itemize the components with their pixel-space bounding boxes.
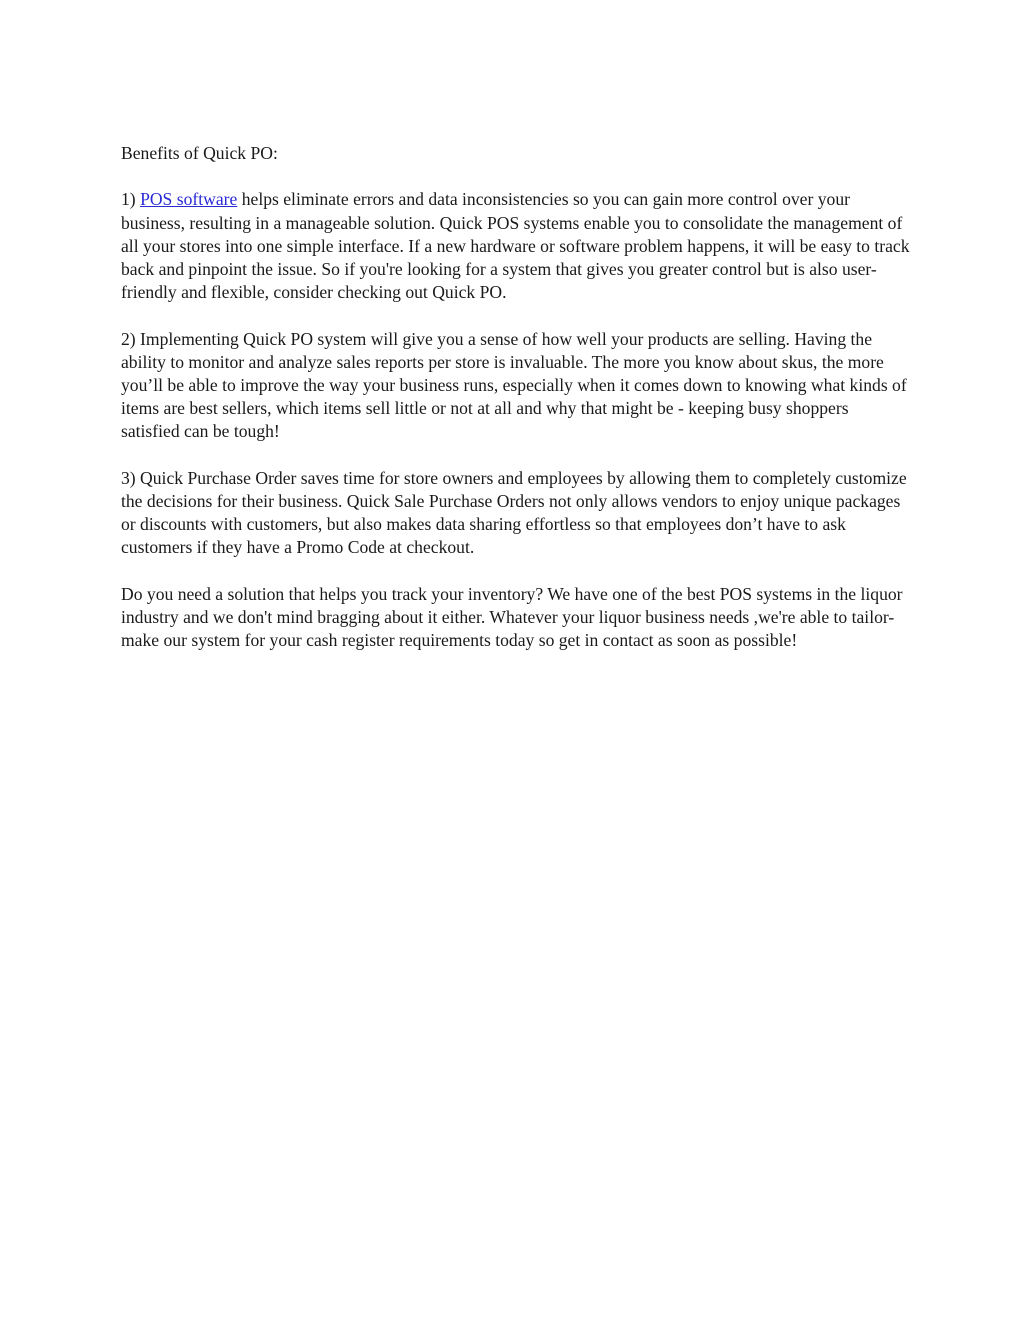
paragraph-1 — [121, 188, 911, 304]
paragraph-2: 2) Implementing Quick PO system will give you a sense of how well your products are selling. Having the ability to monitor and analyze sales reports per store is invaluable. The more you know about skus, the more you’ll be able to improve the way your business runs, especially when it comes down to knowing what kinds of items are best sellers, which items sell little or not at all and why that might be - keeping busy shoppers satisfied can be tough! — [121, 328, 907, 442]
document-body — [121, 142, 911, 676]
pos-software-link[interactable]: POS software — [140, 189, 238, 210]
document-title: Benefits of Quick PO: — [121, 143, 278, 163]
paragraph-3: 3) Quick Purchase Order saves time for store owners and employees by allowing them to completely customize the decisions for their business. Quick Sale Purchase Orders not only allows vendors to enjoy unique packages or discounts with customers, but also makes data sharing effortless so that employees don’t have to ask customers if they have a Promo Code at checkout. — [121, 467, 907, 558]
paragraph-4: Do you need a solution that helps you track your inventory? We have one of the best POS systems in the liquor industry and we don't mind bragging about it either. Whatever your liquor business needs ,we're able to tailor-make our system for your cash register requirements today so get in contact as soon as possible! — [121, 583, 903, 651]
paragraph-1-number: 1) — [121, 189, 141, 210]
paragraph-1-text: helps eliminate errors and data inconsistencies so you can gain more control over your business, resulting in a manageable solution. Quick POS systems enable you to consolidate the management of all your stores into one simple interface. If a new hardware or software problem happens, it will be easy to track back and pinpoint the issue. So if you're looking for a system that gives you greater control but is also user-friendly and flexible, consider checking out Quick PO. — [121, 189, 910, 303]
